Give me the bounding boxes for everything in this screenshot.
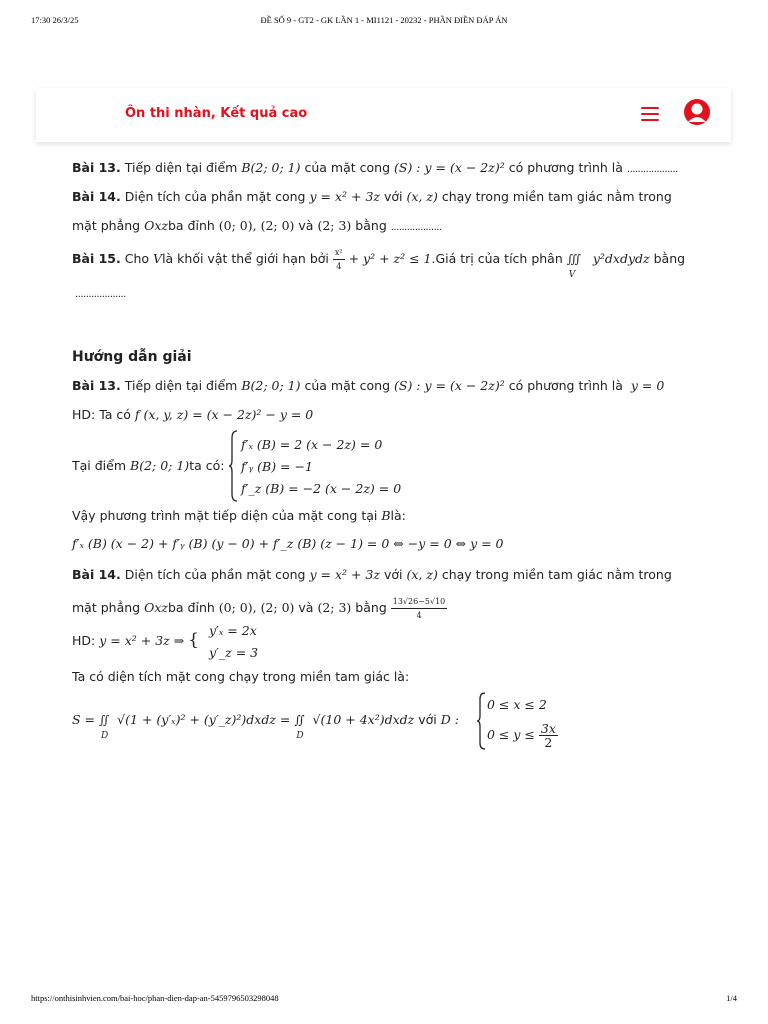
solution-14-cont (72, 595, 447, 622)
partial-system (209, 622, 258, 666)
answer-blank: ................... (626, 164, 678, 175)
system-row: 0 ≤ y ≤ $\frac{3x}{2}$ (487, 721, 556, 750)
math-inequality: + y² + z² ≤ 1 (348, 251, 432, 266)
answer-fraction: $\frac{13√26-5√10}{4}$ (392, 597, 446, 620)
user-avatar-icon[interactable] (683, 98, 711, 126)
problem-text: Cho (124, 251, 150, 266)
math-integrand: √(1 + (y′ₓ)² + (y′_z)²)dxdz = (117, 712, 291, 727)
math-vars: (x, z) (406, 567, 438, 582)
math-point: B(2; 0; 1) (241, 160, 301, 175)
problem-text: với (418, 712, 437, 727)
problem-text: chạy trong miền tam giác nằm trong (441, 567, 672, 582)
curly-brace: { (188, 630, 199, 650)
solution-13-conclusion (72, 507, 406, 525)
math-vertex: (2; 3) (317, 600, 352, 615)
math-var: V (153, 251, 163, 266)
problem-text: ta có: (189, 458, 225, 473)
math-surface: (S) : y = (x − 2z)² (394, 378, 505, 393)
print-page-number: 1/4 (726, 993, 737, 1003)
double-integral: ∬ D (294, 713, 305, 741)
math-lhs: S = (72, 712, 96, 727)
problem-text: Tiếp diện tại điểm (124, 378, 238, 393)
problem-text: mặt phẳng (72, 218, 141, 233)
problem-text: của mặt cong (304, 160, 391, 175)
area-formula (72, 711, 459, 741)
print-title: ĐỀ SỐ 9 - GT2 - GK LẦN 1 - MI1121 - 20232 - PHẦN ĐIỀN ĐÁP ÁN (260, 15, 508, 25)
site-slogan: Ôn thi nhàn, Kết quả cao (125, 106, 308, 121)
problem-label: Bài 13. (72, 160, 121, 175)
problem-text: bằng (355, 218, 387, 233)
solution-14-hd (72, 631, 199, 650)
answer-blank: ................... (75, 289, 126, 300)
math-integrand: y²dxdydz (592, 251, 650, 266)
math-answer: y = 0 (630, 378, 665, 393)
triple-integral: ∭ V (566, 252, 581, 280)
math-plane: Oxz (144, 218, 168, 233)
problem-text: với (383, 567, 403, 582)
problem-label: Bài 13. (72, 378, 121, 393)
problem-text: Tại điểm (72, 458, 127, 473)
system-brace (228, 430, 238, 507)
problem-13 (72, 159, 678, 179)
domain-system (487, 696, 558, 748)
solution-14 (72, 566, 672, 584)
area-text: Ta có diện tích mặt cong chạy trong miền tam giác là: (72, 669, 410, 684)
hd-label: HD: Ta có (72, 407, 131, 422)
solution-13-point (72, 457, 224, 475)
problem-text: của mặt cong (304, 378, 391, 393)
math-point: B (381, 508, 391, 523)
problem-14-cont (72, 217, 442, 237)
math-surface: (S) : y = (x − 2z)² (394, 160, 505, 175)
print-url: https://onthisinhvien.com/bai-hoc/phan-dien-dap-an-5459796503298048 (31, 993, 279, 1003)
math-vars: (x, z) (406, 189, 438, 204)
math-formula: y = x² + 3z ⇒ (99, 633, 185, 648)
system-row: 0 ≤ x ≤ 2 (487, 697, 547, 712)
math-vertex: (2; 3) (317, 218, 352, 233)
math-domain: D : (440, 712, 459, 727)
answer-blank: ................... (390, 222, 442, 233)
problem-text: ba đỉnh (167, 600, 215, 615)
problem-text: Vậy phương trình mặt tiếp diện của mặt cong tại (72, 508, 378, 523)
problem-text: mặt phẳng (72, 600, 141, 615)
problem-label: Bài 14. (72, 567, 121, 582)
problem-text: ba đỉnh (167, 218, 215, 233)
problem-text: với (383, 189, 403, 204)
problem-text: và (298, 218, 314, 233)
problem-text: là khối vật thể giới hạn bởi (162, 251, 329, 266)
print-datetime: 17:30 26/3/25 (31, 15, 79, 25)
problem-text: Diện tích của phần mặt cong (124, 189, 306, 204)
problem-text: chạy trong miền tam giác nằm trong (441, 189, 672, 204)
math-point: B(2; 0; 1) (130, 458, 190, 473)
system-row: y′_z = 3 (209, 645, 259, 660)
problem-text: bằng (355, 600, 387, 615)
double-integral: ∬ D (99, 713, 110, 741)
domain-fraction: $\frac{3x}{2}$ (540, 721, 556, 750)
hamburger-menu-icon[interactable] (641, 107, 659, 121)
problem-text: Diện tích của phần mặt cong (124, 567, 306, 582)
problem-label: Bài 14. (72, 189, 121, 204)
system-row: f′ᵧ (B) = −1 (241, 459, 313, 474)
system-row: f′_z (B) = −2 (x − 2z) = 0 (241, 481, 402, 496)
problem-label: Bài 15. (72, 251, 121, 266)
solution-13-hd (72, 406, 313, 424)
math-surface: y = x² + 3z (309, 189, 380, 204)
problem-text: .Giá trị của tích phân (431, 251, 563, 266)
solutions-title: Hướng dẫn giải (72, 349, 192, 365)
problem-text: là: (390, 508, 406, 523)
math-vertices: (0; 0), (2; 0) (218, 218, 295, 233)
math-integrand: √(10 + 4x²)dxdz (312, 712, 415, 727)
math-vertices: (0; 0), (2; 0) (218, 600, 295, 615)
problem-text: và (298, 600, 314, 615)
domain-brace (476, 692, 486, 755)
site-header (36, 88, 731, 142)
problem-14 (72, 188, 672, 206)
problem-text: Tiếp diện tại điểm (124, 160, 238, 175)
problem-text: có phương trình là (508, 160, 623, 175)
system-row: f′ₓ (B) = 2 (x − 2z) = 0 (241, 437, 383, 452)
math-fraction: $\frac{\text{x²}}{4}$ (334, 248, 343, 271)
problem-15 (72, 246, 686, 280)
math-formula: f (x, y, z) = (x − 2z)² − y = 0 (134, 407, 314, 422)
derivative-system (241, 436, 401, 502)
math-plane: Oxz (144, 600, 168, 615)
math-point: B(2; 0; 1) (241, 378, 301, 393)
problem-text: có phương trình là (508, 378, 623, 393)
problem-15-blank (75, 284, 126, 304)
solution-13 (72, 377, 664, 395)
math-surface: y = x² + 3z (309, 567, 380, 582)
system-row: y′ₓ = 2x (209, 623, 257, 638)
hd-label: HD: (72, 633, 96, 648)
final-equation: f′ₓ (B) (x − 2) + f′ᵧ (B) (y − 0) + f′_z (B) (z − 1) = 0 ⇔ −y = 0 ⇔ y = 0 (72, 536, 504, 551)
problem-text: bằng (653, 251, 686, 266)
